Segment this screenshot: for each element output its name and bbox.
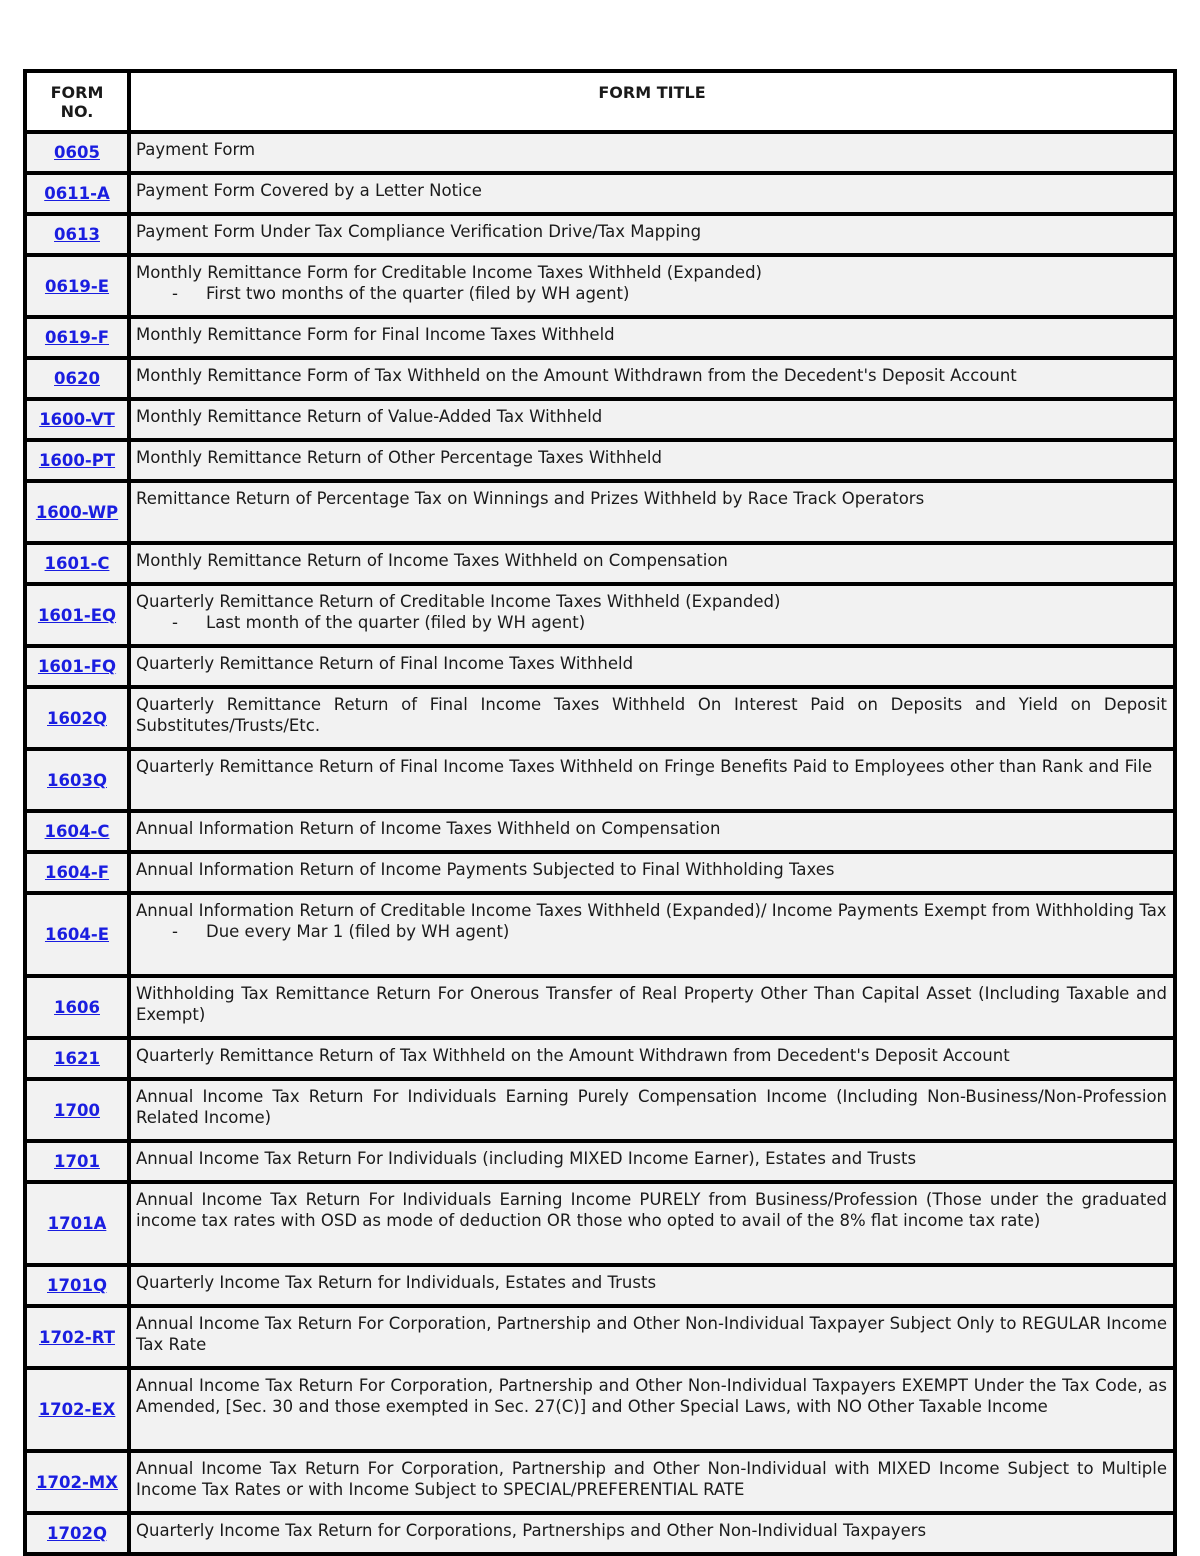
form-title-text: Monthly Remittance Return of Value-Added Tax Withheld — [136, 407, 603, 426]
table-row — [25, 852, 1175, 893]
form-title-note — [136, 284, 1167, 305]
table-row — [25, 543, 1175, 584]
form-title-cell — [129, 1451, 1175, 1513]
form-no-link[interactable]: 1601-EQ — [37, 605, 117, 625]
form-title-cell — [129, 173, 1175, 214]
table-row — [25, 1265, 1175, 1306]
form-no-cell — [25, 358, 129, 399]
form-title-text: Annual Income Tax Return For Individuals (including MIXED Income Earner), Estates and Trusts — [136, 1149, 917, 1168]
table-row — [25, 893, 1175, 976]
table-row — [25, 132, 1175, 173]
table-row — [25, 399, 1175, 440]
form-no-link[interactable]: 1602Q — [47, 708, 107, 728]
form-title-cell — [129, 317, 1175, 358]
form-no-link[interactable]: 1604-C — [44, 822, 110, 841]
form-title-text: Payment Form Covered by a Letter Notice — [136, 181, 482, 200]
form-no-cell — [25, 317, 129, 358]
form-title-cell — [129, 1265, 1175, 1306]
form-no-link[interactable]: 1600-WP — [35, 502, 119, 522]
form-title-text: Monthly Remittance Form of Tax Withheld on the Amount Withdrawn from the Decedent's Deposit Account — [136, 366, 1017, 385]
table-row — [25, 1368, 1175, 1451]
header-form-title — [129, 71, 1175, 132]
form-no-link[interactable]: 1601-C — [44, 554, 110, 573]
header-form-no — [25, 71, 129, 132]
header-form-title-label: FORM TITLE — [598, 83, 706, 102]
form-no-link[interactable]: 1600-VT — [39, 410, 115, 429]
form-title-text: Payment Form Under Tax Compliance Verification Drive/Tax Mapping — [136, 222, 702, 241]
form-title-text: Quarterly Remittance Return of Final Income Taxes Withheld On Interest Paid on Deposits and Yield on Deposit Substitutes/Trusts/Etc. — [136, 695, 1167, 735]
form-no-cell — [25, 481, 129, 543]
form-title-text: Annual Income Tax Return For Individuals Earning Purely Compensation Income (Including Non-Business/Non-Profession Related Income) — [136, 1087, 1167, 1127]
table-row — [25, 1451, 1175, 1513]
form-title-text: Quarterly Income Tax Return for Individuals, Estates and Trusts — [136, 1273, 657, 1292]
form-title-text: Monthly Remittance Return of Income Taxes Withheld on Compensation — [136, 551, 728, 570]
form-no-link[interactable]: 1604-F — [44, 863, 110, 882]
table-row — [25, 358, 1175, 399]
table-row — [25, 173, 1175, 214]
form-no-link[interactable]: 0605 — [54, 143, 100, 162]
table-row — [25, 646, 1175, 687]
form-title-text: Monthly Remittance Form for Final Income Taxes Withheld — [136, 325, 615, 344]
form-title-text: Quarterly Income Tax Return for Corporations, Partnerships and Other Non-Individual Taxpayers — [136, 1521, 927, 1540]
form-no-cell — [25, 1306, 129, 1368]
form-no-link[interactable]: 0619-F — [44, 328, 110, 347]
table-row — [25, 976, 1175, 1038]
form-title-text: Quarterly Remittance Return of Creditable Income Taxes Withheld (Expanded) — [136, 592, 781, 611]
form-title-cell — [129, 1368, 1175, 1451]
form-title-text: Annual Income Tax Return For Individuals Earning Income PURELY from Business/Profession (Those under the graduated income tax rates with OSD as mode of deduction OR those who opted to avail of the 8% flat income tax rate) — [136, 1190, 1167, 1230]
form-title-note — [136, 613, 1167, 634]
form-no-cell — [25, 749, 129, 811]
form-title-text: Quarterly Remittance Return of Tax Withheld on the Amount Withdrawn from Decedent's Deposit Account — [136, 1046, 1010, 1065]
form-title-cell — [129, 440, 1175, 481]
form-no-cell — [25, 543, 129, 584]
form-title-text: Annual Income Tax Return For Corporation, Partnership and Other Non-Individual Taxpayers EXEMPT Under the Tax Code, as Amended, [Sec. 30 and those exempted in Sec. 27(C)] and Other Special Laws, with NO Other Taxable Income — [136, 1376, 1167, 1416]
table-header-row — [25, 71, 1175, 132]
form-no-link[interactable]: 1700 — [54, 1100, 100, 1120]
form-no-cell — [25, 1368, 129, 1451]
form-title-text: Withholding Tax Remittance Return For Onerous Transfer of Real Property Other Than Capital Asset (Including Taxable and Exempt) — [136, 984, 1167, 1024]
form-title-text: Monthly Remittance Return of Other Percentage Taxes Withheld — [136, 448, 662, 467]
form-no-link[interactable]: 1701 — [54, 1152, 100, 1171]
form-no-cell — [25, 1265, 129, 1306]
form-title-cell — [129, 749, 1175, 811]
form-no-cell — [25, 1451, 129, 1513]
form-title-cell — [129, 893, 1175, 976]
form-title-text: Payment Form — [136, 140, 256, 159]
form-no-link[interactable]: 0620 — [54, 369, 100, 388]
table-row — [25, 1079, 1175, 1141]
form-no-link[interactable]: 1600-PT — [38, 451, 116, 470]
form-no-link[interactable]: 1606 — [54, 997, 100, 1017]
form-no-cell — [25, 440, 129, 481]
form-no-cell — [25, 1141, 129, 1182]
form-title-cell — [129, 811, 1175, 852]
form-title-text: Annual Information Return of Income Payments Subjected to Final Withholding Taxes — [136, 860, 835, 879]
form-no-link[interactable]: 1702-RT — [39, 1327, 115, 1347]
form-no-cell — [25, 1038, 129, 1079]
table-row — [25, 749, 1175, 811]
form-no-link[interactable]: 1604-E — [44, 925, 110, 944]
form-title-note-text: First two months of the quarter (filed by WH agent) — [206, 283, 630, 303]
form-no-cell — [25, 1182, 129, 1265]
form-title-cell — [129, 687, 1175, 749]
table-row — [25, 811, 1175, 852]
form-no-cell — [25, 399, 129, 440]
form-no-cell — [25, 852, 129, 893]
table-row — [25, 1038, 1175, 1079]
form-title-cell — [129, 255, 1175, 317]
form-no-link[interactable]: 0619-E — [44, 276, 110, 296]
form-no-cell — [25, 1079, 129, 1141]
form-no-link[interactable]: 1601-FQ — [37, 657, 117, 676]
bir-forms-table — [23, 69, 1177, 1556]
table-row — [25, 481, 1175, 543]
form-title-note — [136, 922, 1167, 943]
table-row — [25, 584, 1175, 646]
form-title-cell — [129, 584, 1175, 646]
form-title-cell — [129, 358, 1175, 399]
table-row — [25, 1141, 1175, 1182]
dash-bullet-icon: - — [172, 283, 178, 303]
form-no-cell — [25, 584, 129, 646]
form-title-cell — [129, 399, 1175, 440]
table-row — [25, 214, 1175, 255]
form-no-link[interactable]: 0611-A — [44, 184, 110, 203]
form-title-cell — [129, 1306, 1175, 1368]
form-title-cell — [129, 214, 1175, 255]
table-row — [25, 440, 1175, 481]
form-title-cell — [129, 1079, 1175, 1141]
form-no-link[interactable]: 1702Q — [47, 1524, 107, 1543]
dash-bullet-icon: - — [172, 921, 178, 941]
form-no-link[interactable]: 1702-EX — [38, 1400, 116, 1419]
form-title-text: Annual Information Return of Creditable Income Taxes Withheld (Expanded)/ Income Payments Exempt from Withholding Tax — [136, 901, 1167, 920]
form-title-cell — [129, 481, 1175, 543]
table-row — [25, 317, 1175, 358]
form-title-text: Quarterly Remittance Return of Final Income Taxes Withheld on Fringe Benefits Paid to Employees other than Rank and File — [136, 757, 1153, 776]
form-title-cell — [129, 1182, 1175, 1265]
form-no-cell — [25, 893, 129, 976]
forms-sheet — [23, 69, 1177, 1556]
form-title-cell — [129, 646, 1175, 687]
form-no-cell — [25, 687, 129, 749]
form-no-cell — [25, 976, 129, 1038]
form-no-link[interactable]: 1701Q — [47, 1276, 107, 1295]
form-title-text: Quarterly Remittance Return of Final Income Taxes Withheld — [136, 654, 634, 673]
form-title-cell — [129, 852, 1175, 893]
form-title-cell — [129, 132, 1175, 173]
form-no-cell — [25, 811, 129, 852]
form-no-cell — [25, 255, 129, 317]
form-title-text: Remittance Return of Percentage Tax on Winnings and Prizes Withheld by Race Track Operators — [136, 489, 925, 508]
form-no-link[interactable]: 1621 — [54, 1049, 100, 1068]
form-no-cell — [25, 132, 129, 173]
form-no-cell — [25, 214, 129, 255]
table-row — [25, 1513, 1175, 1554]
form-title-text: Monthly Remittance Form for Creditable Income Taxes Withheld (Expanded) — [136, 263, 762, 282]
form-no-cell — [25, 646, 129, 687]
table-row — [25, 255, 1175, 317]
form-title-cell — [129, 1141, 1175, 1182]
form-title-cell — [129, 543, 1175, 584]
form-title-note-text: Last month of the quarter (filed by WH agent) — [206, 612, 586, 632]
form-title-note-text: Due every Mar 1 (filed by WH agent) — [206, 921, 510, 941]
dash-bullet-icon: - — [172, 612, 178, 632]
table-row — [25, 1306, 1175, 1368]
table-row — [25, 687, 1175, 749]
table-row — [25, 1182, 1175, 1265]
form-no-cell — [25, 173, 129, 214]
form-title-cell — [129, 1513, 1175, 1554]
form-title-text: Annual Income Tax Return For Corporation, Partnership and Other Non-Individual with MIXED Income Subject to Multiple Income Tax Rates or with Income Subject to SPECIAL/PREFERENTIAL RATE — [136, 1459, 1167, 1499]
form-no-link[interactable]: 1701A — [47, 1214, 107, 1233]
form-title-cell — [129, 976, 1175, 1038]
form-no-link[interactable]: 1702-MX — [36, 1472, 118, 1492]
form-no-link[interactable]: 0613 — [54, 225, 100, 244]
form-title-cell — [129, 1038, 1175, 1079]
form-no-cell — [25, 1513, 129, 1554]
form-title-text: Annual Information Return of Income Taxes Withheld on Compensation — [136, 819, 721, 838]
form-no-link[interactable]: 1603Q — [47, 770, 107, 790]
header-form-no-label: FORM NO. — [50, 83, 104, 121]
form-title-text: Annual Income Tax Return For Corporation, Partnership and Other Non-Individual Taxpayer Subject Only to REGULAR Income Tax Rate — [136, 1314, 1167, 1354]
